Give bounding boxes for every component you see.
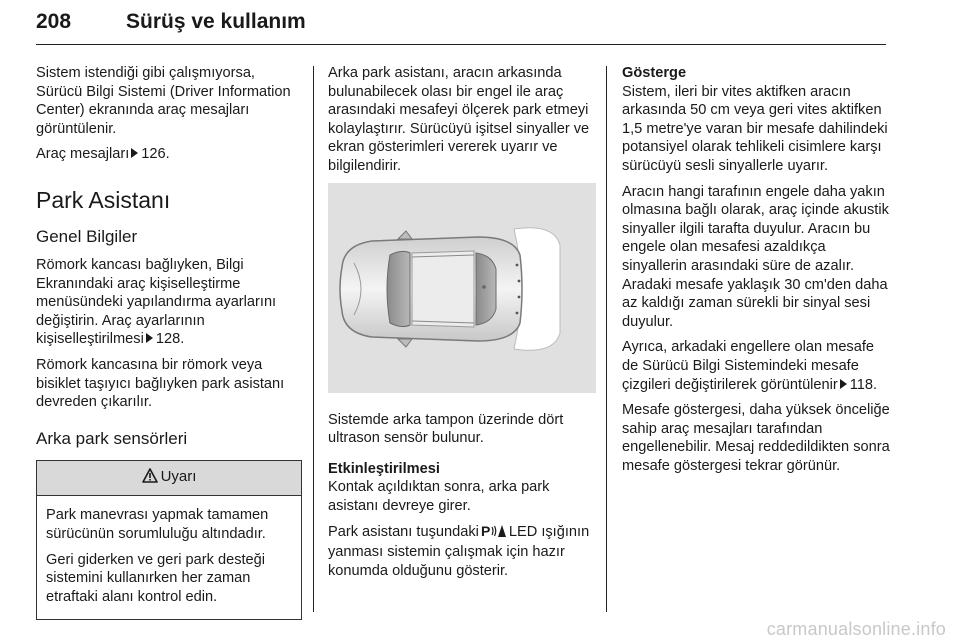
page-title: Sürüş ve kullanım xyxy=(126,10,306,33)
page-ref-arrow-icon xyxy=(840,379,847,389)
car-top-view-icon xyxy=(328,183,596,393)
column-1 xyxy=(36,64,302,620)
display-paragraph-2: Aracın hangi tarafının engele daha yakın olmasına bağlı olarak, araç içinde akustik sinyaller ilgili tarafta duyulur. Aracın bu engele olan mesafesi azaldıkça sinyallerin arasındaki süre de azalır. Aradaki mesafe yaklaşık 30 cm'den daha az kaldığı zaman sürekli bir sinyal sesi duyulur. xyxy=(622,183,889,330)
header-rule xyxy=(36,44,886,45)
section-heading-park-assist: Park Asistanı xyxy=(36,186,171,213)
subheading-general-info: Genel Bilgiler xyxy=(36,226,138,246)
trailer-deactivation-paragraph: Römork kancasına bir römork veya bisiklet taşıyıcı bağlıyken park asistanı devreden çıkarılır. xyxy=(36,356,285,411)
display-paragraph-3 xyxy=(622,338,892,394)
trailer-settings-text: Römork kancası bağlıyken, Bilgi Ekranındaki araç kişiselleştirme menüsündeki yapılandırma ayarlarını değiştirin. Araç ayarlarının kişiselleştirilmesi xyxy=(36,256,277,348)
rear-assist-description: Arka park asistanı, aracın arkasında bulunabilecek olası bir engel ile araç arasındaki mesafeyi ölçerek park etmeyi kolaylaştırır. Sürücüyü işitsel sinyaller ve ekran gösterimleri vererek uyarır ve bilgilendirir. xyxy=(328,65,590,174)
led-paragraph xyxy=(328,523,596,581)
vehicle-messages-ref xyxy=(36,145,302,164)
watermark: carmanualsonline.info xyxy=(766,619,946,639)
warning-body xyxy=(37,496,301,619)
page-ref-arrow-icon xyxy=(146,333,153,343)
car-sensor-illustration xyxy=(328,183,596,393)
personalization-page-ref[interactable]: 128. xyxy=(155,331,185,348)
park-assist-button-icon xyxy=(481,524,507,544)
svg-text:P: P xyxy=(480,523,491,538)
display-paragraph-1: Sistem, ileri bir vites aktifken aracın arkasında 50 cm veya geri vites aktifken 1,5 metre'ye varan bir mesafe dahilindeki potansiyel olarak tehlikeli cisimlere karşı sürücüyü sesli sinyallerle uyarır. xyxy=(622,83,888,174)
warning-paragraph-1: Park manevrası yapmak tamamen sürücünün sorumluluğu altındadır. xyxy=(46,507,269,542)
column-divider-2 xyxy=(606,66,607,612)
vehicle-messages-page[interactable]: 126. xyxy=(141,146,170,163)
warning-title: Uyarı xyxy=(160,467,197,485)
subheading-display: Gösterge xyxy=(622,65,687,81)
page-number: 208 xyxy=(36,10,72,33)
subheading-activation: Etkinleştirilmesi xyxy=(328,460,440,477)
warning-header xyxy=(37,461,301,497)
column-divider-1 xyxy=(313,66,314,612)
column-3 xyxy=(622,64,892,482)
led-text-b: LED ışığının yanması sistemin çalışmak için hazır konumda olduğunu gösterir. xyxy=(328,523,590,579)
column-2 xyxy=(328,64,596,587)
warning-triangle-icon xyxy=(142,468,158,489)
trailer-settings-paragraph xyxy=(36,256,302,349)
led-text-a: Park asistanı tuşundaki xyxy=(328,523,479,540)
dic-page-ref[interactable]: 118. xyxy=(849,376,878,393)
page-ref-arrow-icon xyxy=(131,148,138,158)
page-header xyxy=(36,6,886,46)
vehicle-messages-text: Araç mesajları xyxy=(36,146,130,163)
distance-lines-text: Ayrıca, arkadaki engellere olan mesafe de Sürücü Bilgi Sistemindeki mesafe çizgileri değiştirilerek görüntülenir xyxy=(622,339,875,393)
warning-box xyxy=(36,460,302,621)
warning-paragraph-2: Geri giderken ve geri park desteği sistemini kullanırken her zaman etraftaki alanı kontrol edin. xyxy=(46,551,266,605)
display-paragraph-4: Mesafe göstergesi, daha yüksek önceliğe sahip araç mesajları tarafından engellenebilir. Mesaj reddedildikten sonra mesafe göstergesi tekrar görünür. xyxy=(622,402,890,474)
subheading-rear-sensors: Arka park sensörleri xyxy=(36,428,188,448)
sensor-count-paragraph: Sistemde arka tampon üzerinde dört ultrason sensör bulunur. xyxy=(328,411,564,447)
activation-paragraph: Kontak açıldıktan sonra, arka park asistanı devreye girer. xyxy=(328,479,550,514)
intro-paragraph: Sistem istendiği gibi çalışmıyorsa, Sürücü Bilgi Sistemi (Driver Information Center) ekranında araç mesajları görüntülenir. xyxy=(36,65,291,137)
